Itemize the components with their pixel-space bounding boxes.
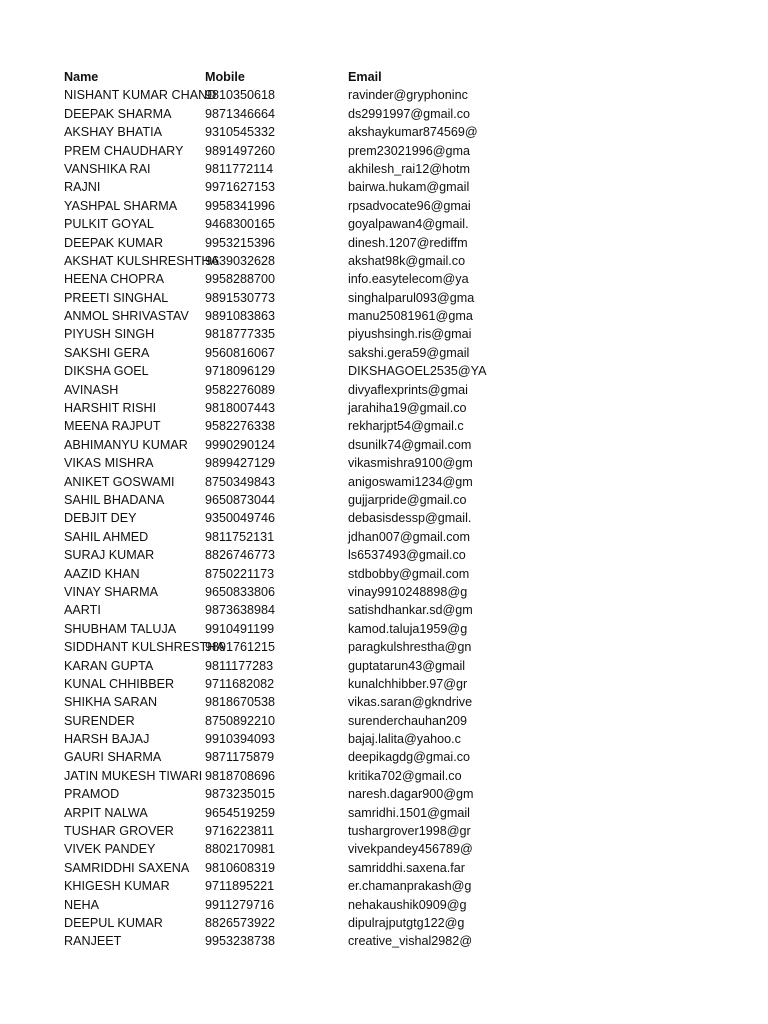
table-row [64, 325, 470, 343]
cell-name: ABHIMANYU KUMAR [64, 437, 188, 452]
cell-mobile: 8750349843 [205, 474, 276, 489]
table-row [64, 730, 470, 748]
table-row [64, 234, 470, 252]
cell-name: HARSHIT RISHI [64, 401, 157, 416]
cell-email: akshaykumar874569@ [348, 125, 478, 140]
table-row [64, 748, 470, 766]
cell-email: guptatarun43@gmail [348, 658, 466, 673]
cell-email: akshat98k@gmail.co [348, 253, 466, 268]
cell-email: nehakaushik0909@g [348, 897, 467, 912]
table-row [64, 785, 474, 803]
cell-name: AKSHAY BHATIA [64, 125, 162, 140]
table-row [64, 546, 470, 564]
cell-email: ls6537493@gmail.co [348, 548, 466, 563]
cell-email: rpsadvocate96@gmai [348, 198, 471, 213]
cell-mobile: 8750892210 [205, 713, 276, 728]
table-row [64, 583, 470, 601]
cell-mobile: 9650873044 [205, 492, 276, 507]
cell-name: PIYUSH SINGH [64, 327, 155, 342]
cell-name: PREETI SINGHAL [64, 290, 169, 305]
cell-mobile: 9582276089 [205, 382, 276, 397]
cell-mobile: 9910491199 [205, 621, 275, 636]
cell-email: rekharjpt54@gmail.c [348, 419, 464, 434]
cell-email: surenderchauhan209 [348, 713, 468, 728]
table-row [64, 804, 470, 822]
cell-mobile: 9639032628 [205, 253, 276, 268]
table-row [64, 105, 470, 123]
table-row [64, 675, 470, 693]
cell-email: prem23021996@gma [348, 143, 471, 158]
cell-email: piyushsingh.ris@gmai [348, 327, 472, 342]
cell-mobile: 9650833806 [205, 584, 276, 599]
cell-email: singhalparul093@gma [348, 290, 475, 305]
cell-email: dsunilk74@gmail.com [348, 437, 472, 452]
cell-mobile: 9716223811 [205, 824, 275, 839]
table-row [64, 142, 470, 160]
cell-name: ANMOL SHRIVASTAV [64, 309, 189, 324]
table-row [64, 509, 470, 527]
cell-mobile: 9891761215 [205, 640, 276, 655]
table-row [64, 767, 470, 785]
cell-name: DEBJIT DEY [64, 511, 137, 526]
table-row [64, 215, 470, 233]
cell-name: AKSHAT KULSHRESHTHA [64, 253, 219, 268]
cell-mobile: 9891083863 [205, 309, 276, 324]
cell-mobile: 9971627153 [205, 180, 276, 195]
table-row [64, 565, 470, 583]
cell-email: debasisdessp@gmail. [348, 511, 472, 526]
cell-name: NISHANT KUMAR CHAND [64, 88, 217, 103]
cell-mobile: 9811772114 [205, 161, 274, 176]
cell-name: VANSHIKA RAI [64, 161, 151, 176]
table-row [64, 344, 470, 362]
table-row [64, 896, 470, 914]
table-row [64, 491, 470, 509]
column-header-mobile: Mobile [205, 70, 245, 84]
cell-name: VIKAS MISHRA [64, 456, 154, 471]
table-row [64, 289, 475, 307]
cell-name: KARAN GUPTA [64, 658, 154, 673]
table-row [64, 178, 470, 196]
cell-email: jarahiha19@gmail.co [348, 401, 467, 416]
cell-name: KHIGESH KUMAR [64, 879, 170, 894]
cell-name: SHUBHAM TALUJA [64, 621, 177, 636]
table-row [64, 601, 473, 619]
cell-mobile: 9891530773 [205, 290, 276, 305]
cell-name: TUSHAR GROVER [64, 824, 174, 839]
cell-name: DEEPUL KUMAR [64, 915, 163, 930]
cell-mobile: 9871346664 [205, 106, 276, 121]
cell-name: SAHIL AHMED [64, 529, 149, 544]
cell-mobile: 8750221173 [205, 566, 275, 581]
table-row [64, 307, 473, 325]
cell-name: JATIN MUKESH TIWARI [64, 768, 203, 783]
cell-email: kamod.taluja1959@g [348, 621, 468, 636]
cell-name: HEENA CHOPRA [64, 272, 165, 287]
cell-name: GAURI SHARMA [64, 750, 162, 765]
table-body [64, 86, 487, 950]
cell-name: SIDDHANT KULSHRESTHA [64, 640, 225, 655]
cell-email: DIKSHAGOEL2535@YA [348, 364, 487, 379]
cell-mobile: 9910394093 [205, 732, 276, 747]
cell-mobile: 9958341996 [205, 198, 276, 213]
cell-mobile: 8802170981 [205, 842, 276, 857]
table-row [64, 399, 470, 417]
cell-email: sakshi.gera59@gmail [348, 345, 470, 360]
cell-mobile: 9310545332 [205, 125, 276, 140]
table-row [64, 859, 470, 877]
table-row [64, 417, 470, 435]
table-row [64, 638, 470, 656]
cell-email: tushargrover1998@gr [348, 824, 471, 839]
cell-name: KUNAL CHHIBBER [64, 676, 175, 691]
cell-mobile: 9810350618 [205, 88, 276, 103]
table-row [64, 473, 473, 491]
cell-mobile: 9711895221 [205, 879, 275, 894]
cell-name: AAZID KHAN [64, 566, 140, 581]
cell-email: dipulrajputgtg122@g [348, 915, 465, 930]
cell-mobile: 9818007443 [205, 401, 276, 416]
cell-mobile: 9811177283 [205, 658, 274, 673]
table-row [64, 657, 470, 675]
cell-mobile: 9654519259 [205, 805, 276, 820]
cell-mobile: 9468300165 [205, 217, 276, 232]
cell-name: PREM CHAUDHARY [64, 143, 184, 158]
table-row [64, 822, 470, 840]
cell-name: SHIKHA SARAN [64, 695, 158, 710]
column-header-email: Email [348, 70, 382, 84]
table-row [64, 840, 473, 858]
cell-name: VIVEK PANDEY [64, 842, 156, 857]
cell-mobile: 9582276338 [205, 419, 276, 434]
cell-email: vikas.saran@gkndrive [348, 695, 473, 710]
cell-email: info.easytelecom@ya [348, 272, 469, 287]
cell-email: naresh.dagar900@gm [348, 787, 474, 802]
cell-name: SAHIL BHADANA [64, 492, 165, 507]
cell-email: jdhan007@gmail.com [348, 529, 470, 544]
cell-email: ravinder@gryphoninc [348, 88, 468, 103]
table-row [64, 454, 473, 472]
cell-name: RANJEET [64, 934, 122, 949]
cell-name: DEEPAK SHARMA [64, 106, 172, 121]
cell-name: PRAMOD [64, 787, 120, 802]
cell-name: NEHA [64, 897, 99, 912]
cell-email: creative_vishal2982@ [348, 934, 473, 949]
cell-name: PULKIT GOYAL [64, 217, 154, 232]
cell-mobile: 9871175879 [205, 750, 275, 765]
cell-name: SAKSHI GERA [64, 345, 150, 360]
cell-email: dinesh.1207@rediffm [348, 235, 468, 250]
cell-email: kunalchhibber.97@gr [348, 676, 468, 691]
table-row [64, 693, 473, 711]
cell-email: goyalpawan4@gmail. [348, 217, 469, 232]
cell-email: vinay9910248898@g [348, 584, 468, 599]
cell-email: kritika702@gmail.co [348, 768, 462, 783]
cell-email: stdbobby@gmail.com [348, 566, 470, 581]
table-header-row [64, 68, 470, 86]
cell-name: AVINASH [64, 382, 119, 397]
cell-mobile: 9873235015 [205, 787, 276, 802]
cell-mobile: 9811752131 [205, 529, 275, 544]
cell-name: YASHPAL SHARMA [64, 198, 178, 213]
cell-mobile: 9818708696 [205, 768, 276, 783]
cell-email: vivekpandey456789@ [348, 842, 473, 857]
cell-email: akhilesh_rai12@hotm [348, 161, 470, 176]
cell-email: deepikagdg@gmai.co [348, 750, 471, 765]
cell-email: vikasmishra9100@gm [348, 456, 473, 471]
cell-email: bajaj.lalita@yahoo.c [348, 732, 461, 747]
cell-email: anigoswami1234@gm [348, 474, 473, 489]
cell-email: satishdhankar.sd@gm [348, 603, 473, 618]
cell-mobile: 8826746773 [205, 548, 276, 563]
cell-email: samridhi.1501@gmail [348, 805, 470, 820]
cell-mobile: 9350049746 [205, 511, 276, 526]
cell-email: samriddhi.saxena.far [348, 860, 465, 875]
cell-mobile: 9953238738 [205, 934, 276, 949]
cell-email: ds2991997@gmail.co [348, 106, 471, 121]
table-row [64, 252, 470, 270]
cell-mobile: 9891497260 [205, 143, 276, 158]
cell-email: manu25081961@gma [348, 309, 473, 324]
table-row [64, 712, 470, 730]
table-row [64, 270, 470, 288]
cell-mobile: 9810608319 [205, 860, 276, 875]
table-row [64, 197, 470, 215]
table-row [64, 86, 470, 104]
cell-name: MEENA RAJPUT [64, 419, 161, 434]
cell-name: SURENDER [64, 713, 135, 728]
table-row [64, 160, 470, 178]
table-row [64, 362, 487, 380]
cell-mobile: 9899427129 [205, 456, 276, 471]
cell-mobile: 9990290124 [205, 437, 276, 452]
cell-mobile: 9953215396 [205, 235, 276, 250]
cell-email: paragkulshrestha@gn [348, 640, 472, 655]
column-header-name: Name [64, 70, 99, 84]
cell-mobile: 9818777335 [205, 327, 276, 342]
cell-name: RAJNI [64, 180, 101, 195]
table-row [64, 914, 470, 932]
cell-mobile: 9718096129 [205, 364, 276, 379]
table-row [64, 381, 470, 399]
cell-name: HARSH BAJAJ [64, 732, 150, 747]
cell-mobile: 9560816067 [205, 345, 276, 360]
cell-mobile: 9818670538 [205, 695, 276, 710]
cell-mobile: 9958288700 [205, 272, 276, 287]
contact-table [64, 68, 487, 951]
cell-name: ANIKET GOSWAMI [64, 474, 175, 489]
cell-email: gujjarpride@gmail.co [348, 492, 467, 507]
table-row [64, 932, 473, 950]
cell-mobile: 9873638984 [205, 603, 276, 618]
table-row [64, 528, 470, 546]
cell-name: AARTI [64, 603, 101, 618]
table-row [64, 620, 470, 638]
table-row [64, 877, 470, 895]
table-row [64, 436, 470, 454]
cell-email: er.chamanprakash@g [348, 879, 472, 894]
cell-mobile: 9711682082 [205, 676, 275, 691]
cell-email: divyaflexprints@gmai [348, 382, 468, 397]
cell-name: DIKSHA GOEL [64, 364, 149, 379]
cell-name: SAMRIDDHI SAXENA [64, 860, 190, 875]
cell-mobile: 8826573922 [205, 915, 276, 930]
cell-name: ARPIT NALWA [64, 805, 148, 820]
cell-email: bairwa.hukam@gmail [348, 180, 470, 195]
cell-name: DEEPAK KUMAR [64, 235, 164, 250]
cell-mobile: 9911279716 [205, 897, 275, 912]
cell-name: VINAY SHARMA [64, 584, 159, 599]
table-row [64, 123, 478, 141]
cell-name: SURAJ KUMAR [64, 548, 155, 563]
